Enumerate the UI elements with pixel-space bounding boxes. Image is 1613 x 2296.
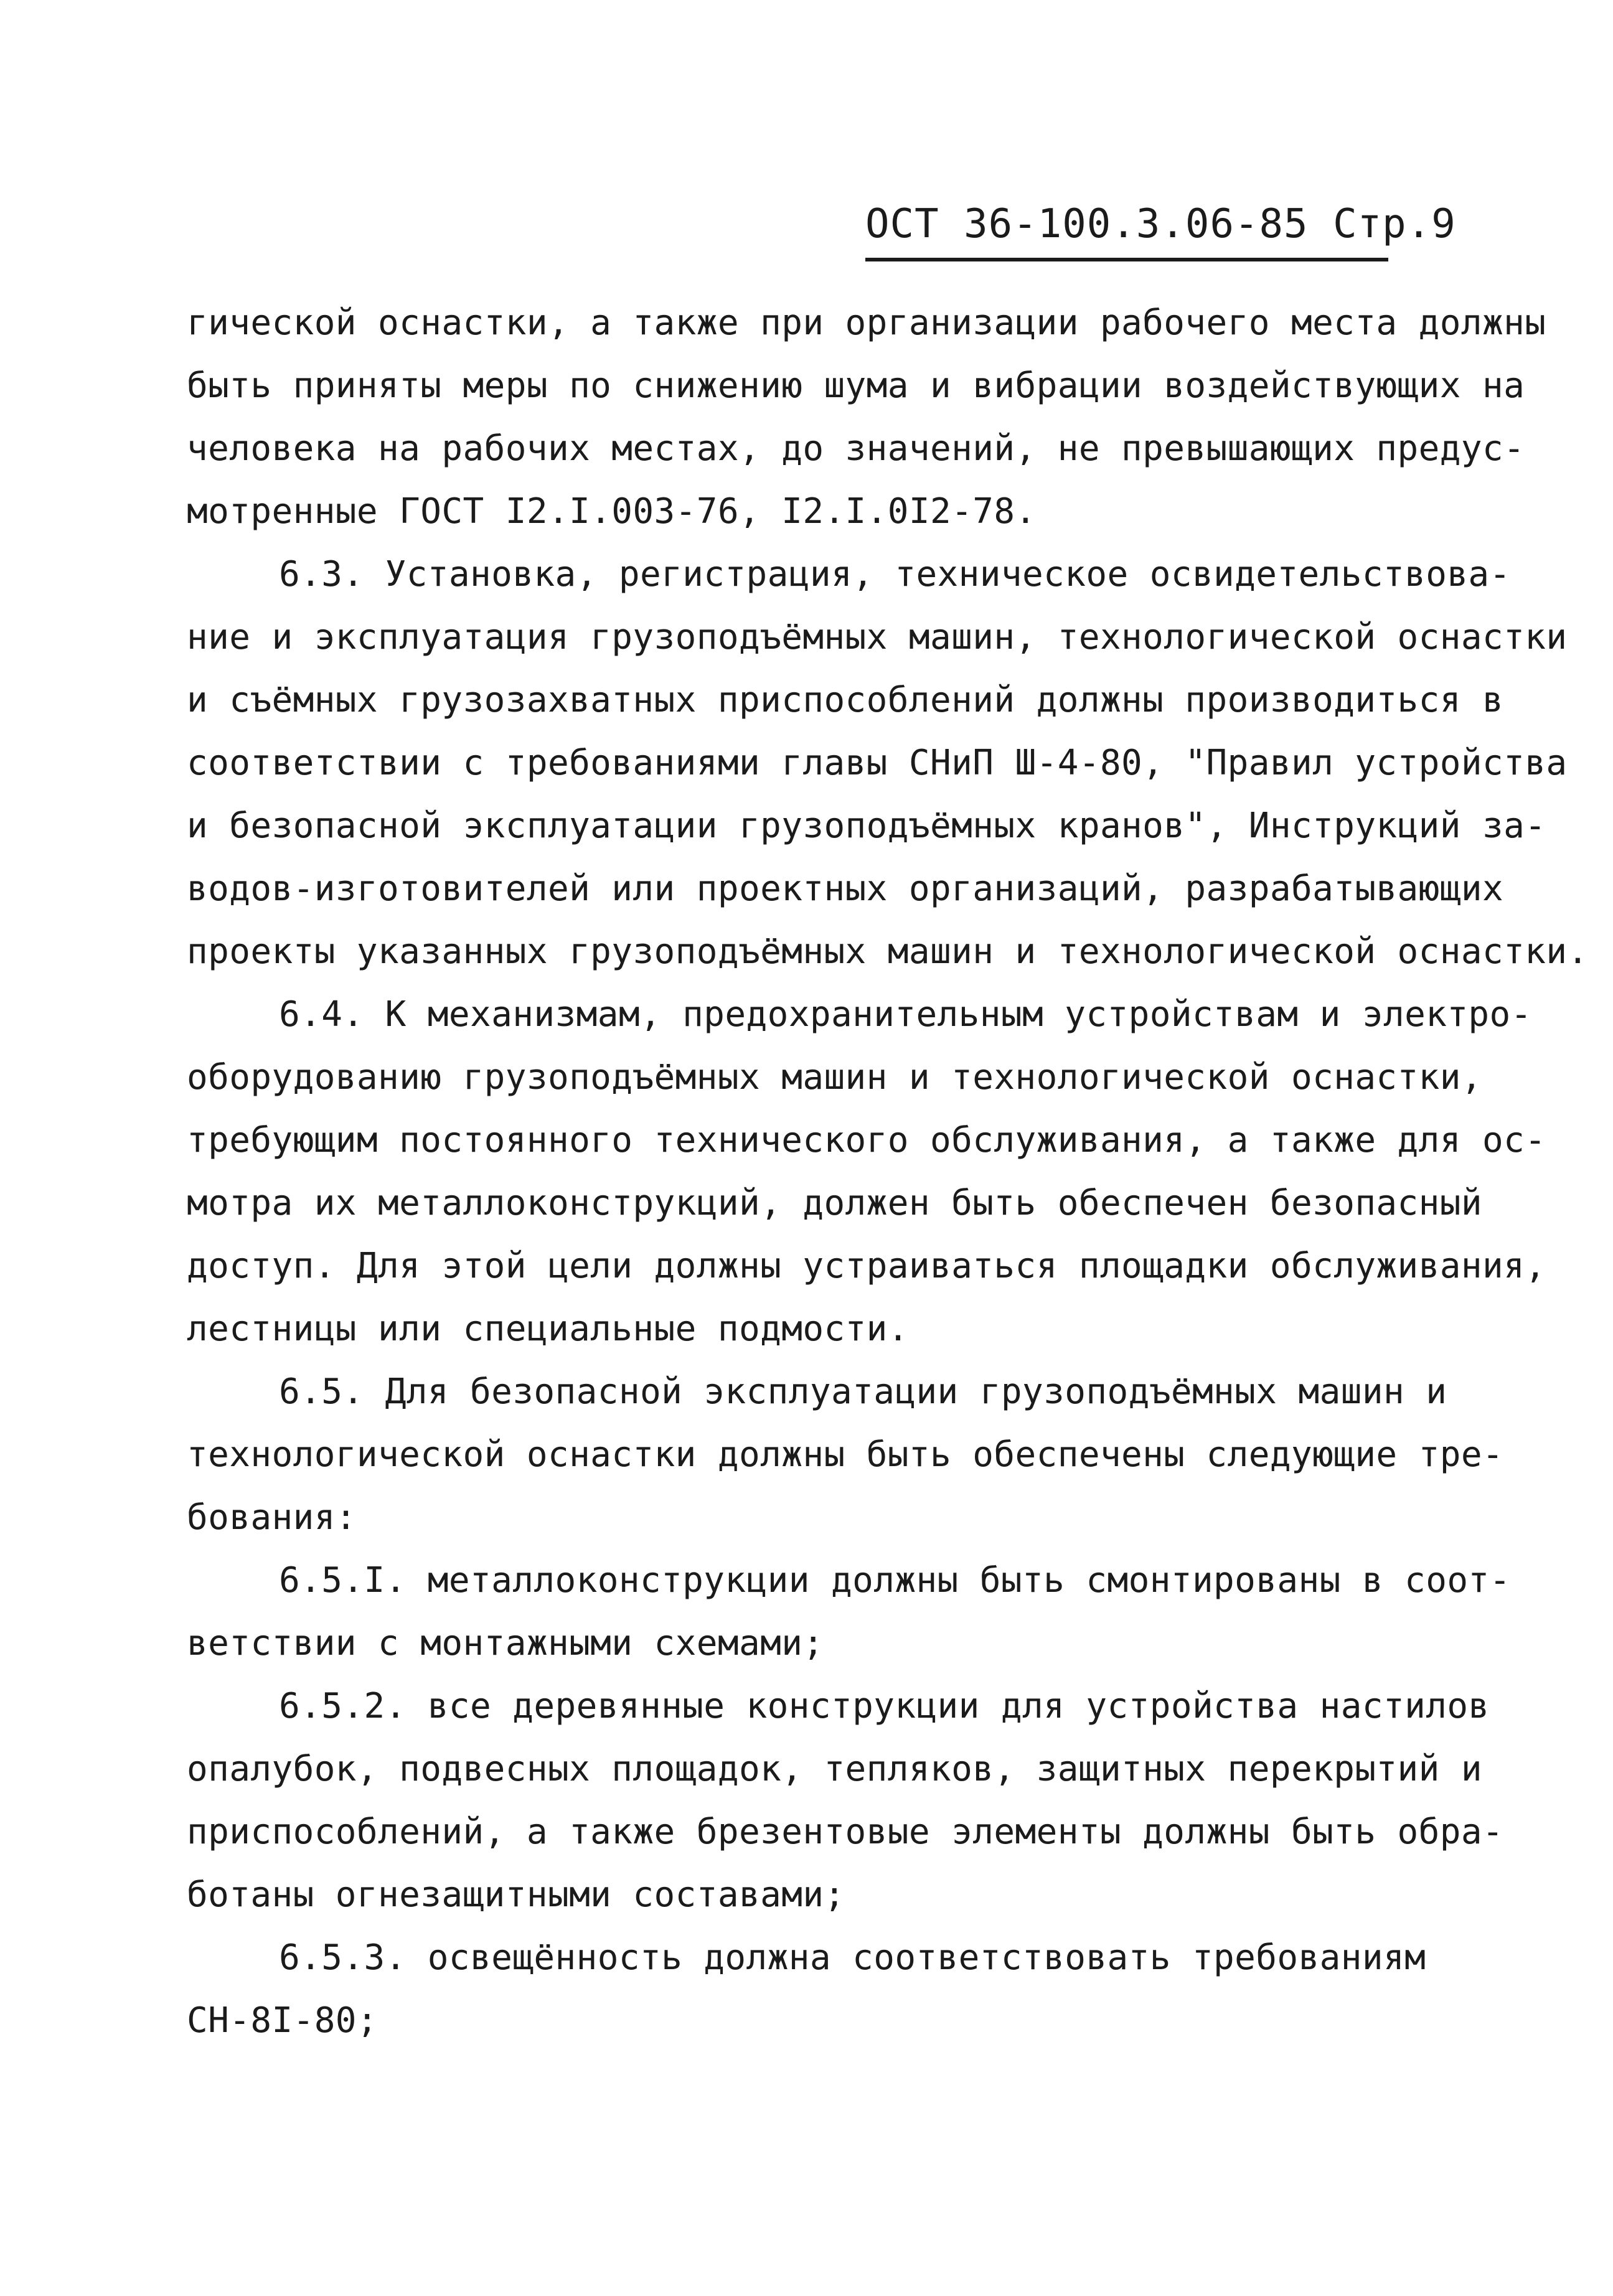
paragraph-6-4-start: 6.4. К механизмам, предохранительным устройствам и электро- xyxy=(279,994,1532,1035)
body-line: мотра их металлоконструкций, должен быть обеспечен безопасный xyxy=(187,1183,1483,1223)
document-header: ОСТ 36-100.3.06-85 Стр.9 xyxy=(865,201,1456,247)
document-body xyxy=(187,291,1589,2052)
body-line: бования: xyxy=(187,1497,357,1538)
paragraph-6-5-1-start: 6.5.I. металлоконструкции должны быть смонтированы в соот- xyxy=(279,1560,1511,1601)
body-line: гической оснастки, а также при организации рабочего места должны xyxy=(187,303,1546,343)
body-line: доступ. Для этой цели должны устраиваться площадки обслуживания, xyxy=(187,1246,1546,1286)
body-line: и съёмных грузозахватных приспособлений должны производиться в xyxy=(187,680,1504,720)
body-line: мотренные ГОСТ I2.I.003-76, I2.I.0I2-78. xyxy=(187,491,1037,532)
body-line: лестницы или специальные подмости. xyxy=(187,1309,909,1349)
body-line: быть приняты меры по снижению шума и вибрации воздействующих на xyxy=(187,365,1525,406)
body-line: ботаны огнезащитными составами; xyxy=(187,1875,845,1915)
body-line: соответствии с требованиями главы СНиП Ш-4-80, "Правил устройства xyxy=(187,743,1568,783)
body-line: СН-8I-80; xyxy=(187,2000,379,2041)
body-line: опалубок, подвесных площадок, тепляков, защитных перекрытий и xyxy=(187,1749,1483,1789)
body-line: ветствии с монтажными схемами; xyxy=(187,1623,824,1663)
body-line: ние и эксплуатация грузоподъёмных машин, технологической оснастки xyxy=(187,617,1568,657)
paragraph-6-5-2-start: 6.5.2. все деревянные конструкции для устройства настилов xyxy=(279,1686,1490,1726)
header-underline xyxy=(865,258,1388,261)
body-line: требующим постоянного технического обслуживания, а также для ос- xyxy=(187,1120,1546,1160)
body-line: человека на рабочих местах, до значений, не превышающих предус- xyxy=(187,428,1525,469)
body-line: приспособлений, а также брезентовые элементы должны быть обра- xyxy=(187,1812,1504,1852)
paragraph-6-5-3-start: 6.5.3. освещённость должна соответствовать требованиям xyxy=(279,1937,1426,1978)
body-line: технологической оснастки должны быть обеспечены следующие тре- xyxy=(187,1434,1504,1475)
body-line: оборудованию грузоподъёмных машин и технологической оснастки, xyxy=(187,1057,1483,1098)
body-line: и безопасной эксплуатации грузоподъёмных кранов", Инструкций за- xyxy=(187,806,1546,846)
paragraph-6-5-start: 6.5. Для безопасной эксплуатации грузоподъёмных машин и xyxy=(279,1371,1447,1412)
body-line: водов-изготовителей или проектных организаций, разрабатывающих xyxy=(187,868,1504,909)
body-line: проекты указанных грузоподъёмных машин и технологической оснастки. xyxy=(187,931,1589,972)
paragraph-6-3-start: 6.3. Установка, регистрация, техническое освидетельствова- xyxy=(279,554,1511,595)
